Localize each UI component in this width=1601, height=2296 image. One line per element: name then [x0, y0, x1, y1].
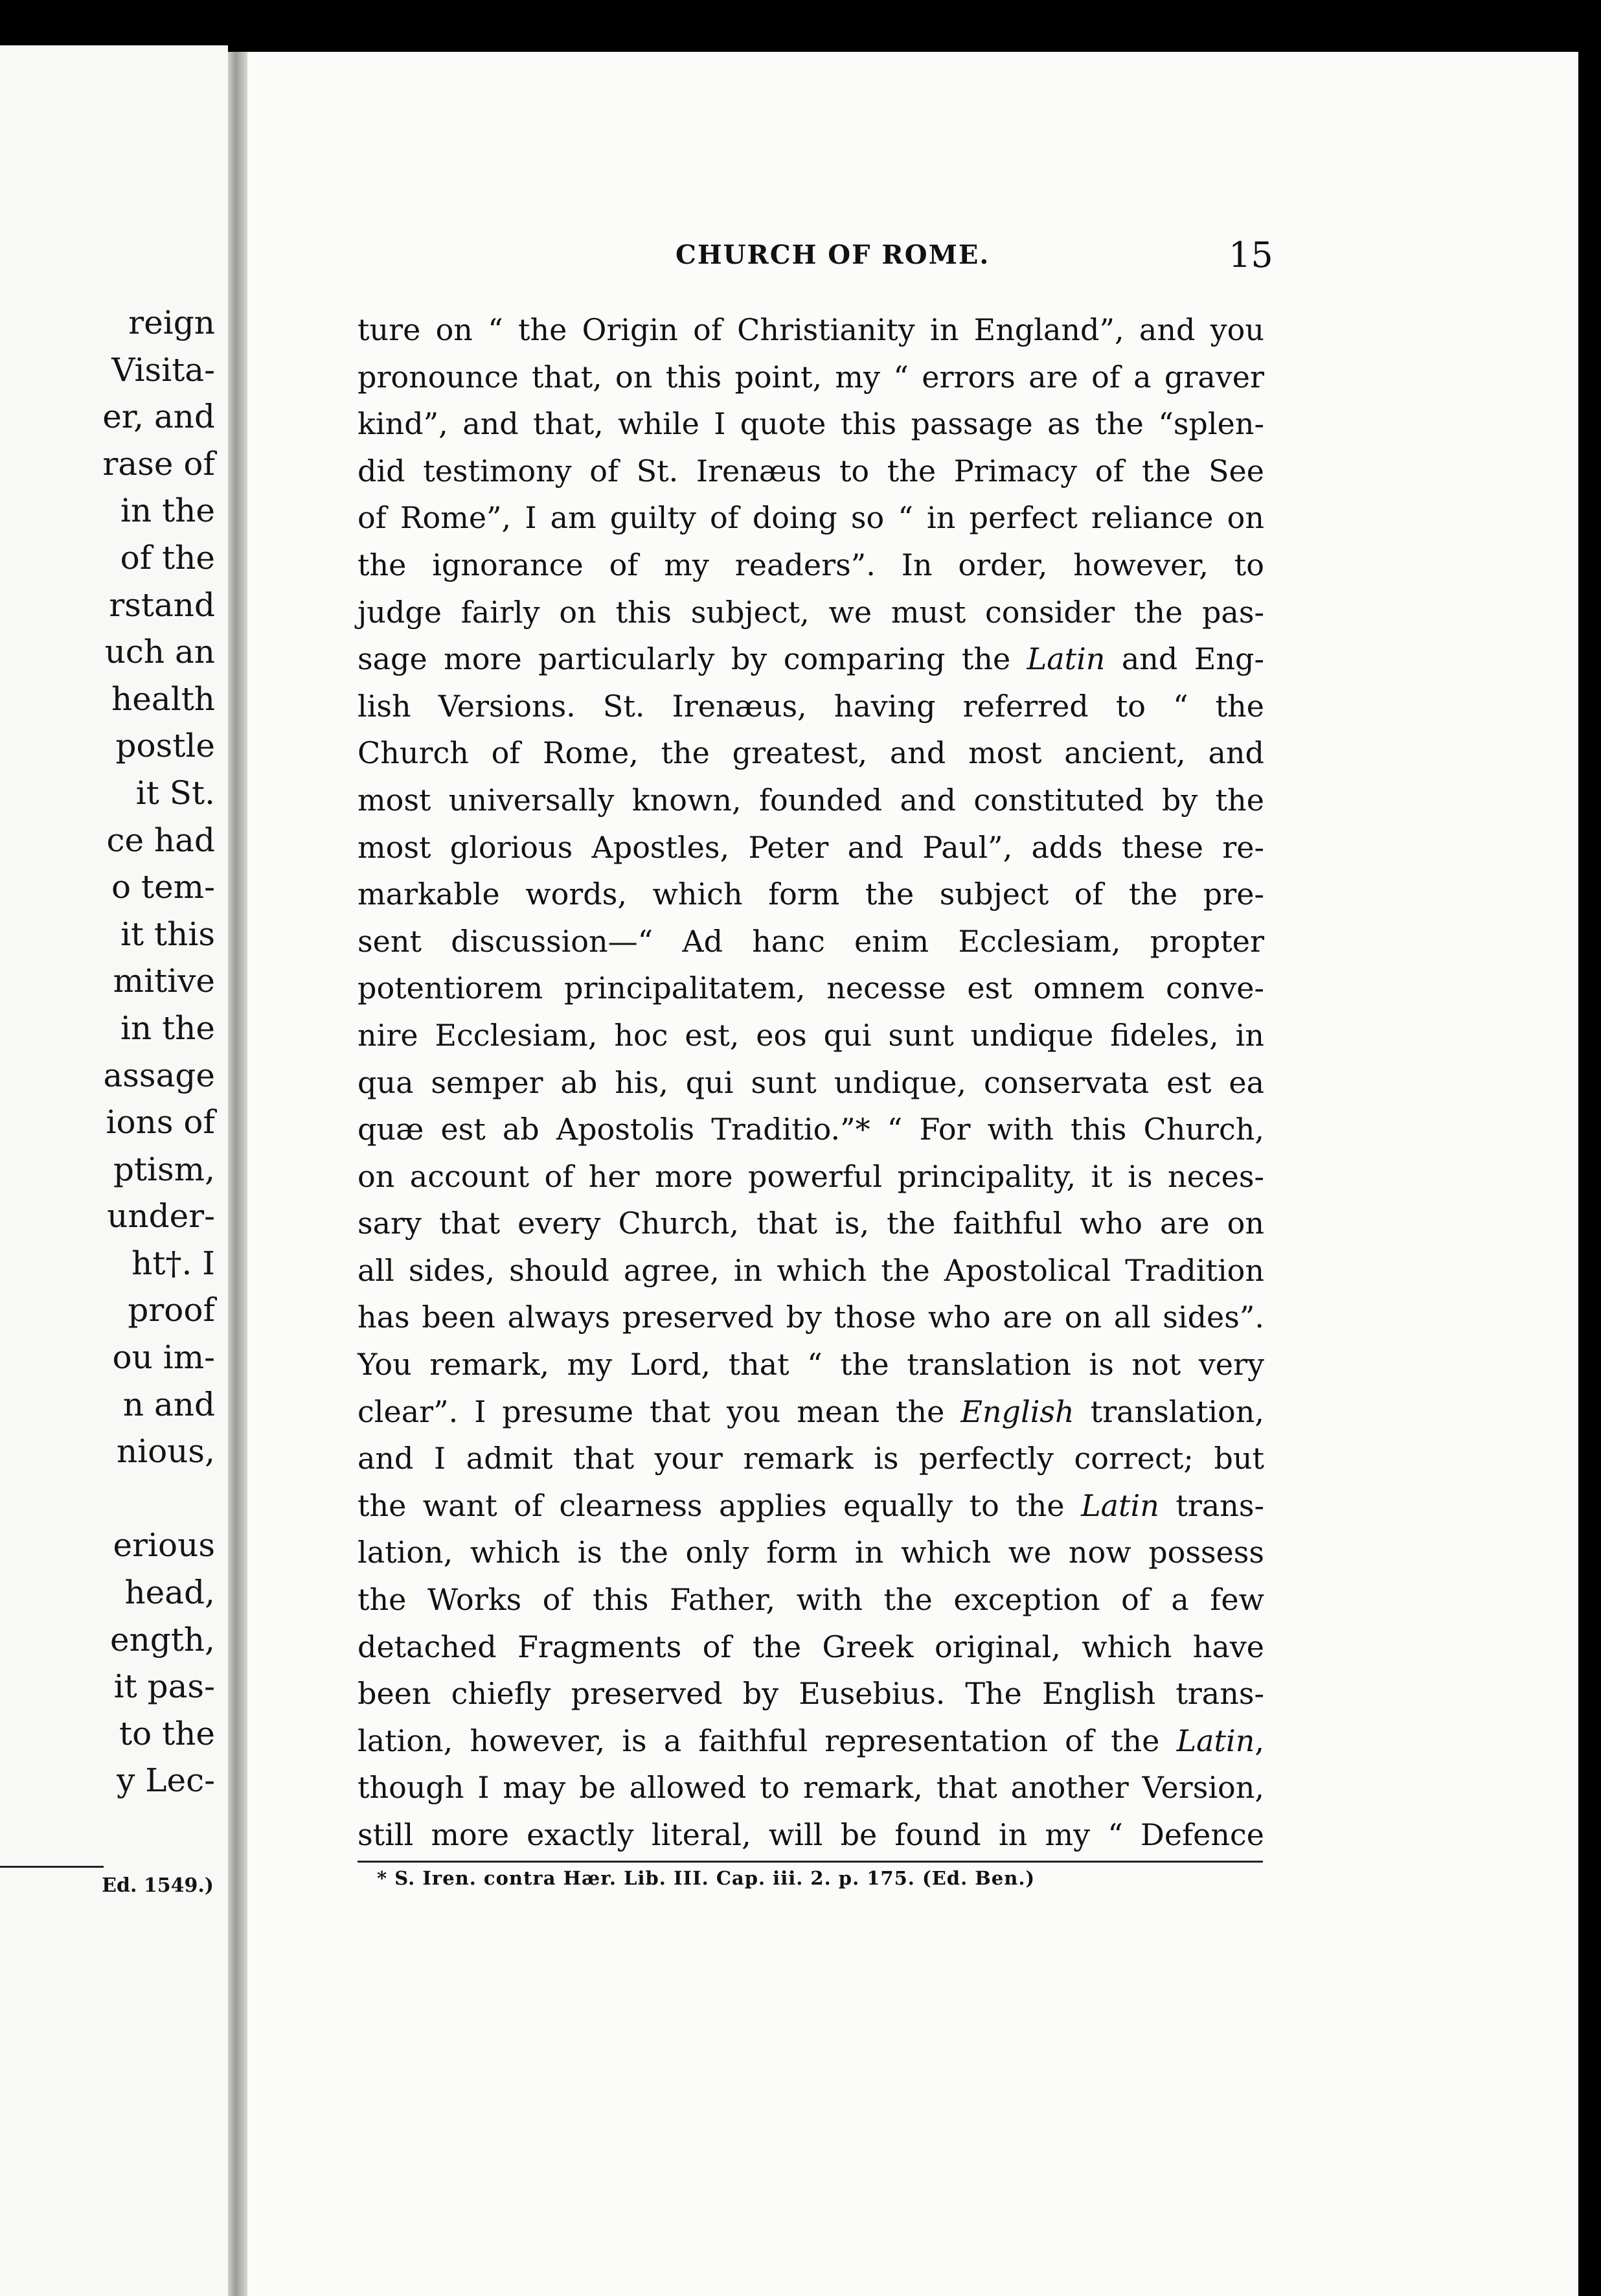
previous-page-text	[102, 299, 215, 1804]
previous-page-line: o tem-	[111, 868, 215, 906]
text-line: potentiorem principalitatem, necesse est omnem conve-	[358, 970, 1264, 1006]
body-text	[358, 306, 1264, 1859]
previous-page-line: it this	[120, 915, 215, 953]
previous-page-line: to the	[119, 1714, 215, 1752]
previous-page-line: ce had	[106, 821, 215, 859]
previous-page-line: in the	[120, 1009, 215, 1047]
previous-page-footnote-rule	[0, 1866, 104, 1868]
previous-page-line: ht†. I	[131, 1244, 215, 1282]
text-line: most glorious Apostles, Peter and Paul”, adds these re-	[358, 829, 1264, 865]
previous-page-line: ptism,	[113, 1150, 215, 1188]
text-line: nire Ecclesiam, hoc est, eos qui sunt undique fideles, in	[358, 1017, 1264, 1053]
text-line: You remark, my Lord, that “ the translation is not very	[358, 1347, 1264, 1383]
text-line: markable words, which form the subject of the pre-	[358, 877, 1264, 912]
text-line: the Works of this Father, with the exception of a few	[358, 1582, 1264, 1618]
text-line: has been always preserved by those who are on all sides”.	[358, 1300, 1264, 1335]
previous-page-line: assage	[103, 1056, 215, 1094]
top-scan-border	[0, 0, 1601, 45]
running-head	[247, 235, 1578, 280]
text-line: still more exactly literal, will be found in my “ Defence	[358, 1817, 1264, 1852]
text-line: sage more particularly by comparing the Latin and Eng-	[358, 641, 1265, 677]
previous-page-line: ions of	[106, 1103, 215, 1142]
previous-page-footnote: Ed. 1549.)	[102, 1874, 214, 1897]
text-line: of Rome”, I am guilty of doing so “ in perfect reliance on	[358, 500, 1264, 536]
previous-page-line: reign	[128, 304, 215, 341]
footnote-rule	[358, 1861, 1263, 1863]
previous-page-line: er, and	[102, 398, 215, 436]
previous-page-fragment	[0, 45, 228, 2296]
previous-page-line: erious	[113, 1526, 215, 1565]
text-line: on account of her more powerful principality, it is neces-	[358, 1158, 1264, 1194]
previous-page-line: postle	[115, 727, 215, 765]
text-line: lation, which is the only form in which we now possess	[358, 1535, 1264, 1570]
previous-page-line: proof	[128, 1291, 215, 1329]
previous-page-line: n and	[122, 1385, 215, 1423]
text-line: detached Fragments of the Greek original, which have	[358, 1629, 1264, 1664]
text-line: pronounce that, on this point, my “ errors are of a graver	[358, 359, 1264, 395]
text-line: quæ est ab Apostolis Traditio.”* “ For with this Church,	[358, 1112, 1264, 1147]
text-line: Church of Rome, the greatest, and most ancient, and	[358, 735, 1264, 771]
previous-page-line: mitive	[113, 962, 215, 1000]
previous-page-line: rase of	[102, 444, 215, 483]
text-line: did testimony of St. Irenæus to the Primacy of the See	[358, 453, 1264, 488]
text-line: the ignorance of my readers”. In order, however, to	[358, 547, 1264, 582]
previous-page-line: uch an	[104, 633, 215, 671]
page-number: 15	[1229, 235, 1273, 275]
previous-page-line: ength,	[110, 1620, 215, 1659]
text-line: kind”, and that, while I quote this passage as the “splen-	[358, 406, 1264, 442]
text-line: qua semper ab his, qui sunt undique, conservata est ea	[358, 1064, 1264, 1100]
previous-page-line: health	[111, 680, 215, 718]
text-line: lation, however, is a faithful representation of the Latin,	[358, 1723, 1264, 1758]
text-line: clear”. I presume that you mean the English translation,	[358, 1394, 1264, 1429]
text-line: most universally known, founded and constituted by the	[358, 782, 1264, 818]
text-line: though I may be allowed to remark, that another Version,	[358, 1770, 1264, 1806]
text-line: ture on “ the Origin of Christianity in England”, and you	[358, 312, 1264, 347]
previous-page-line	[102, 1475, 215, 1522]
text-line: sary that every Church, that is, the faithful who are on	[358, 1206, 1264, 1241]
text-line: been chiefly preserved by Eusebius. The English trans-	[358, 1676, 1264, 1712]
previous-page-line: rstand	[109, 586, 215, 624]
footnote: * S. Iren. contra Hær. Lib. III. Cap. iii. 2. p. 175. (Ed. Ben.)	[377, 1867, 1036, 1889]
right-scan-border	[1578, 0, 1601, 2296]
previous-page-line: in the	[120, 492, 215, 530]
previous-page-line: head,	[124, 1574, 215, 1612]
page-15	[247, 52, 1578, 2296]
previous-page-line: it St.	[135, 774, 215, 812]
text-line: all sides, should agree, in which the Apostolical Tradition	[358, 1252, 1264, 1288]
previous-page-line: of the	[120, 538, 215, 577]
text-line: judge fairly on this subject, we must consider the pas-	[358, 594, 1264, 630]
previous-page-line: y Lec-	[117, 1762, 215, 1800]
text-line: and I admit that your remark is perfectly correct; but	[358, 1441, 1264, 1476]
text-line: sent discussion—“ Ad hanc enim Ecclesiam, propter	[358, 923, 1264, 959]
running-head-title: CHURCH OF ROME.	[676, 240, 990, 270]
previous-page-line: Visita-	[111, 350, 215, 389]
text-line: lish Versions. St. Irenæus, having referred to “ the	[358, 688, 1264, 724]
previous-page-line: ou im-	[112, 1338, 215, 1377]
previous-page-line: it pas-	[113, 1668, 215, 1706]
previous-page-line: under-	[107, 1197, 215, 1235]
book-gutter	[228, 52, 247, 2296]
text-line: the want of clearness applies equally to the Latin trans-	[358, 1487, 1265, 1523]
previous-page-line: nious,	[116, 1432, 215, 1471]
